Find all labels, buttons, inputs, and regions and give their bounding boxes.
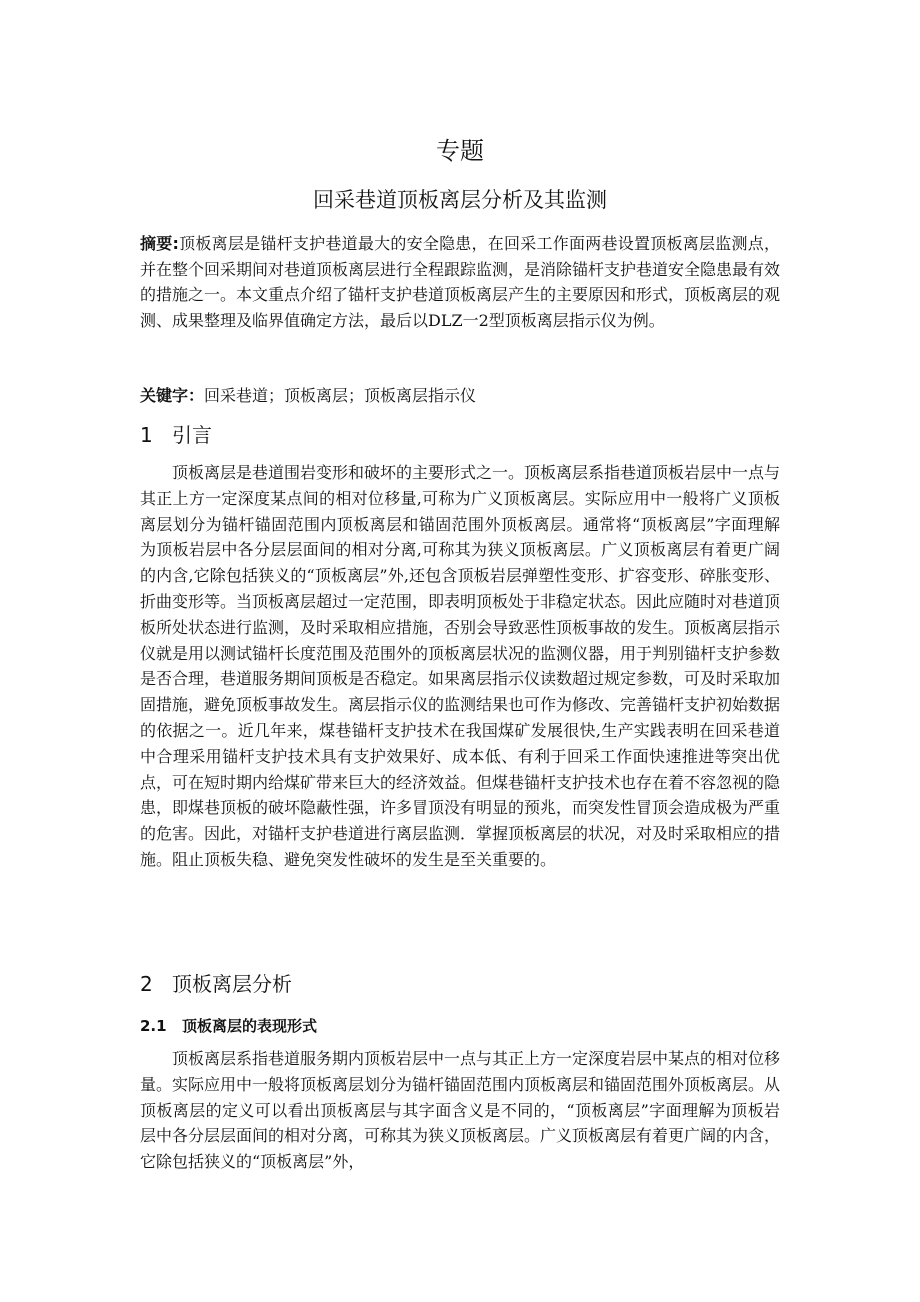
- section-2-1-heading: [140, 1015, 317, 1037]
- section-1-title: 引言: [172, 423, 212, 447]
- abstract-label: 摘要:: [140, 234, 179, 253]
- section-2-title: 顶板离层分析: [172, 972, 292, 996]
- section-1-heading: [140, 421, 212, 449]
- document-title: 专题: [436, 137, 484, 165]
- document-subtitle: 回采巷道顶板离层分析及其监测: [313, 188, 607, 212]
- section-2-number: 2: [140, 972, 153, 996]
- keywords-text: 回采巷道；顶板离层；顶板离层指示仪: [204, 386, 477, 405]
- section-2-1-title: 顶板离层的表现形式: [182, 1017, 318, 1035]
- section-2-heading: [140, 970, 292, 998]
- section-1-paragraph: 顶板离层是巷道围岩变形和破坏的主要形式之一。顶板离层系指巷道顶板岩层中一点与其正上方一定深度某点间的相对位移量,可称为广义顶板离层。实际应用中一般将广义顶板离层划分为锚杆锚固范围内顶板离层和锚固范围外顶板离层。通常将“顶板离层”字面理解为顶板岩层中各分层层面间的相对分离,可称其为狭义顶板离层。广义顶板离层有着更广阔的内含,它除包括狭义的“顶板离层”外,还包含顶板岩层弹塑性变形、扩容变形、碎胀变形、折曲变形等。当顶板离层超过一定范围，即表明顶板处于非稳定状态。因此应随时对巷道顶板所处状态进行监测，及时采取相应措施，否别会导致恶性顶板事故的发生。顶板离层指示仪就是用以测试锚杆长度范围及范围外的顶板离层状况的监测仪器，用于判别锚杆支护参数是否合理，巷道服务期间顶板是否稳定。如果离层指示仪读数超过规定参数，可及时采取加固措施，避免顶板事故发生。离层指示仪的监测结果也可作为修改、完善锚杆支护初始数据的依据之一。近几年来，煤巷锚杆支护技术在我国煤矿发展很快,生产实践表明在回采巷道中合理采用锚杆支护技术具有支护效果好、成本低、有利于回采工作面快速推进等突出优点，可在短时期内给煤矿带来巨大的经济效益。但煤巷锚杆支护技术也存在着不容忽视的隐患，即煤巷顶板的破坏隐蔽性强，许多冒顶没有明显的预兆，而突发性冒顶会造成极为严重的危害。因此，对锚杆支护巷道进行离层监测．掌握顶板离层的状况，对及时采取相应的措施。阻止顶板失稳、避免突发性破坏的发生是至关重要的。: [140, 463, 781, 869]
- section-2-1-number: 2.1: [140, 1017, 167, 1035]
- keywords: [140, 384, 780, 408]
- abstract-text: 顶板离层是锚杆支护巷道最大的安全隐患，在回采工作面两巷设置顶板离层监测点，并在整个回采期间对巷道顶板离层进行全程跟踪监测，是消除锚杆支护巷道安全隐患最有效的措施之一。本文重点介绍了锚杆支护巷道顶板离层产生的主要原因和形式，顶板离层的观测、成果整理及临界值确定方法，最后以DLZ一2型顶板离层指示仪为例。: [140, 234, 781, 330]
- section-2-1-paragraph: 顶板离层系指巷道服务期内顶板岩层中一点与其正上方一定深度岩层中某点的相对位移量。实际应用中一般将顶板离层划分为锚杆锚固范围内顶板离层和锚固范围外顶板离层。从顶板离层的定义可以看出顶板离层与其字面含义是不同的，“顶板离层”字面理解为顶板岩层中各分层层面间的相对分离，可称其为狭义顶板离层。广义顶板离层有着更广阔的内含，它除包括狭义的“顶板离层”外，: [140, 1049, 781, 1172]
- abstract: [140, 231, 780, 333]
- keywords-label: 关键字：: [140, 386, 205, 405]
- section-1-number: 1: [140, 423, 153, 447]
